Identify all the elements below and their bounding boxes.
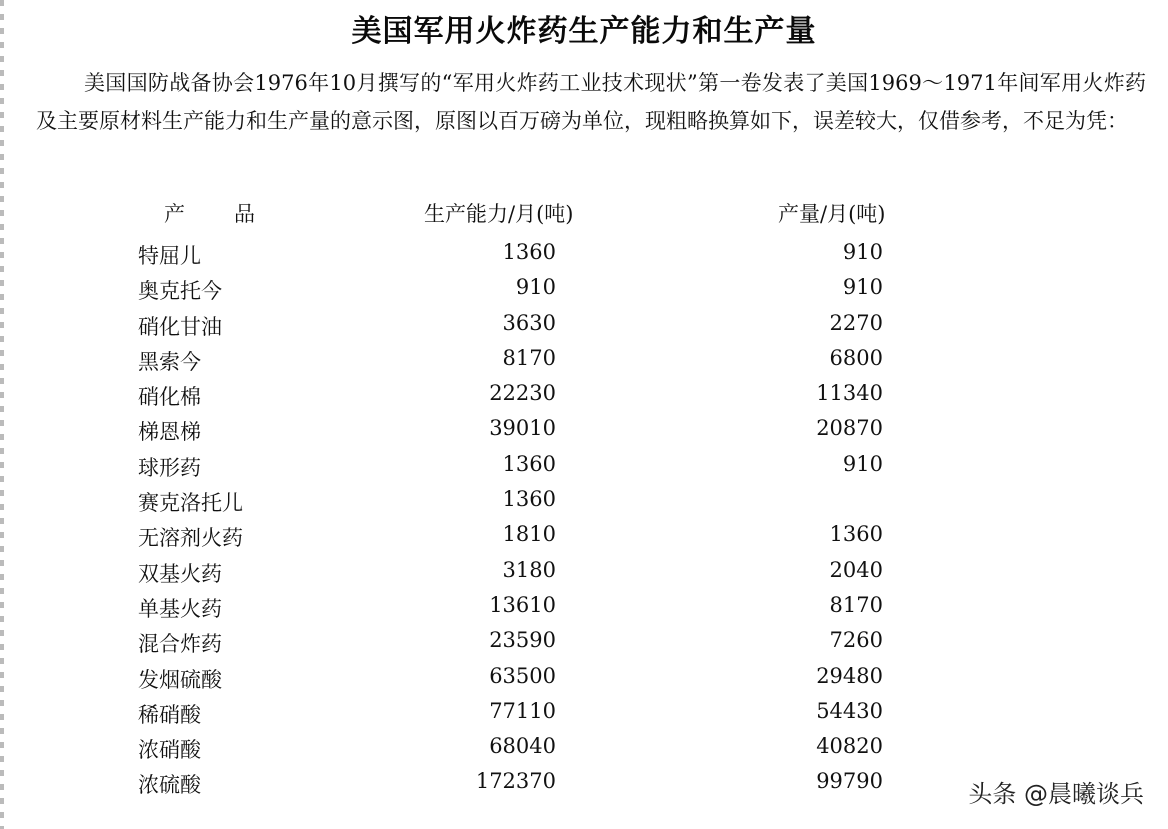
product-name: 硝化棉 <box>138 385 201 410</box>
capacity-value: 3630 <box>502 310 556 335</box>
table-body <box>0 240 1168 805</box>
header-capacity: 生产能力/月(吨) <box>424 202 574 226</box>
product-name: 发烟硫酸 <box>138 667 222 692</box>
capacity-value: 172370 <box>475 769 556 794</box>
output-value: 29480 <box>816 663 883 688</box>
capacity-value: 68040 <box>489 734 556 759</box>
output-value: 40820 <box>816 734 883 759</box>
output-value: 1360 <box>829 522 883 547</box>
table-row <box>0 240 1168 275</box>
output-value: 6800 <box>829 345 883 370</box>
header-output: 产量/月(吨) <box>778 202 886 226</box>
product-name: 双基火药 <box>138 561 222 586</box>
capacity-value: 39010 <box>489 416 556 441</box>
table-row <box>0 346 1168 381</box>
product-name: 赛克洛托儿 <box>138 491 243 516</box>
watermark: 头条 @晨曦谈兵 <box>968 780 1144 808</box>
product-name: 梯恩梯 <box>138 420 201 445</box>
table-row <box>0 487 1168 522</box>
product-name: 浓硝酸 <box>138 738 201 763</box>
product-name: 无溶剂火药 <box>138 526 243 551</box>
intro-text: 美国国防战备协会1976年10月撰写的“军用火炸药工业技术现状”第一卷发表了美国1969～1971年间军用火炸药及主要原材料生产能力和生产量的意示图，原图以百万磅为单位，现粗略换算如下，误差较大，仅借参考，不足为凭： <box>36 71 1146 133</box>
capacity-value: 13610 <box>489 592 556 617</box>
output-value: 20870 <box>816 416 883 441</box>
table-row <box>0 381 1168 416</box>
header-product: 产 品 <box>164 202 269 226</box>
product-name: 混合炸药 <box>138 632 222 657</box>
table-row <box>0 593 1168 628</box>
output-value: 99790 <box>816 769 883 794</box>
table-row <box>0 275 1168 310</box>
product-name: 浓硫酸 <box>138 773 201 798</box>
product-name: 稀硝酸 <box>138 702 201 727</box>
product-name: 奥克托今 <box>138 279 222 304</box>
output-value: 8170 <box>829 592 883 617</box>
product-name: 单基火药 <box>138 596 222 621</box>
capacity-value: 910 <box>515 275 556 300</box>
capacity-value: 3180 <box>502 557 556 582</box>
output-value: 910 <box>842 240 883 264</box>
page-title: 美国军用火炸药生产能力和生产量 <box>351 14 817 49</box>
table-row <box>0 558 1168 593</box>
capacity-value: 77110 <box>489 698 556 723</box>
output-value: 2040 <box>829 557 883 582</box>
output-value: 11340 <box>816 381 883 406</box>
table-row <box>0 311 1168 346</box>
table-row <box>0 452 1168 487</box>
table-row <box>0 734 1168 769</box>
product-name: 黑索今 <box>138 349 201 374</box>
output-value: 54430 <box>816 698 883 723</box>
output-value: 910 <box>842 451 883 476</box>
product-name: 特屈儿 <box>138 244 201 268</box>
table-row <box>0 416 1168 451</box>
product-name: 硝化甘油 <box>138 314 222 339</box>
table-row <box>0 522 1168 557</box>
capacity-value: 8170 <box>502 345 556 370</box>
table-row <box>0 699 1168 734</box>
table-row <box>0 628 1168 663</box>
capacity-value: 1360 <box>502 451 556 476</box>
table-row <box>0 664 1168 699</box>
output-value: 7260 <box>829 628 883 653</box>
product-name: 球形药 <box>138 455 201 480</box>
capacity-value: 23590 <box>489 628 556 653</box>
capacity-value: 1360 <box>502 240 556 264</box>
capacity-value: 22230 <box>489 381 556 406</box>
capacity-value: 63500 <box>489 663 556 688</box>
capacity-value: 1360 <box>502 487 556 512</box>
intro-paragraph <box>36 64 1146 140</box>
capacity-value: 1810 <box>502 522 556 547</box>
output-value: 2270 <box>829 310 883 335</box>
output-value: 910 <box>842 275 883 300</box>
